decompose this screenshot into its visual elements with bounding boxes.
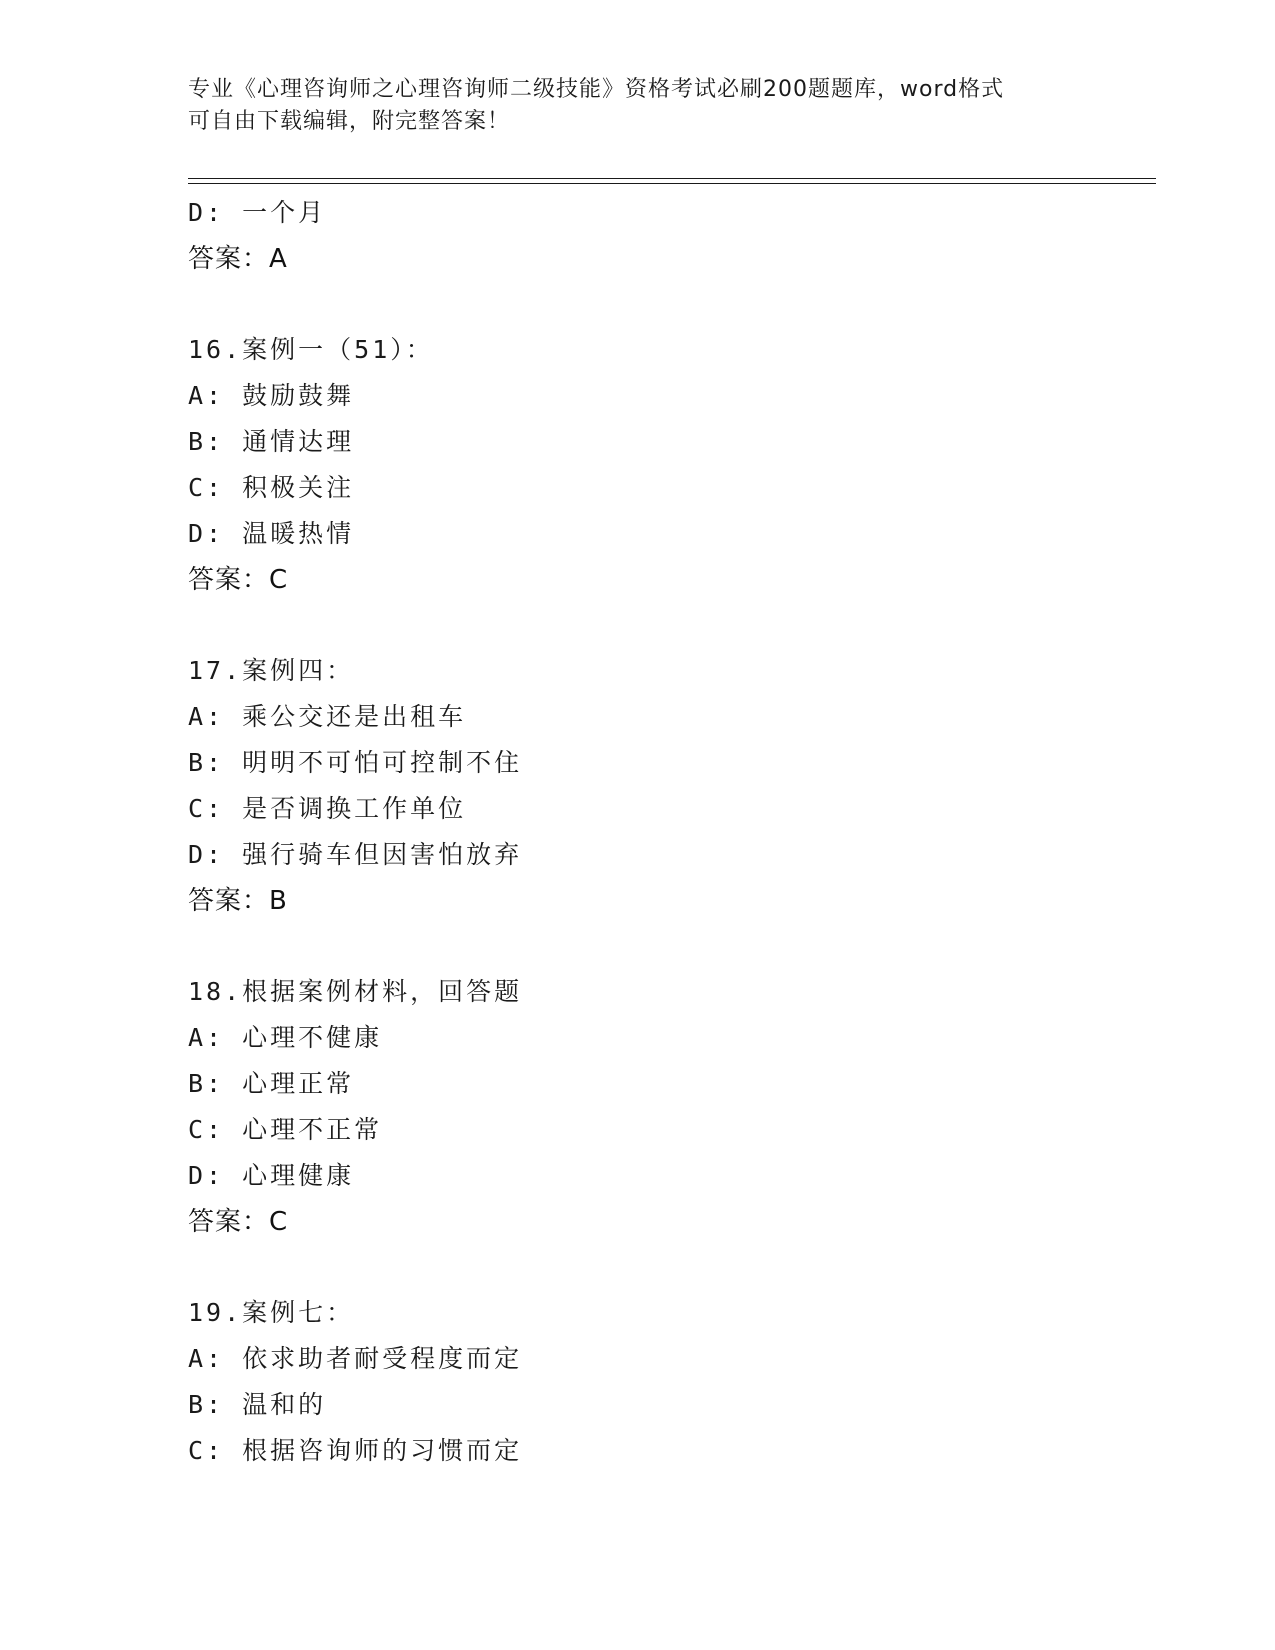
- question-list: [188, 190, 1148, 1474]
- question-title: 17.案例四：: [188, 656, 355, 685]
- option-a: A: 心理不健康: [188, 1023, 383, 1052]
- question-title: 19.案例七：: [188, 1298, 355, 1327]
- option-d: D: 温暖热情: [188, 519, 355, 548]
- header-line-2: 可自由下载编辑，附完整答案！: [188, 109, 511, 134]
- document-header: [188, 74, 1088, 138]
- option-b: B: 温和的: [188, 1390, 327, 1419]
- option-a: A: 鼓励鼓舞: [188, 381, 355, 410]
- header-rule-bottom: [188, 183, 1156, 184]
- question-title: 16.案例一（51）：: [188, 335, 434, 364]
- answer-line: 答案：C: [188, 565, 289, 595]
- question-18: [188, 969, 1148, 1245]
- option-d: D: 一个月: [188, 198, 327, 227]
- carryover-block: [188, 190, 1148, 282]
- header-rule-top: [188, 178, 1156, 179]
- option-b: B: 通情达理: [188, 427, 355, 456]
- option-c: C: 积极关注: [188, 473, 355, 502]
- spacer: [188, 924, 1148, 969]
- spacer: [188, 1245, 1148, 1290]
- option-c: C: 是否调换工作单位: [188, 794, 467, 823]
- answer-line: 答案：A: [188, 244, 288, 274]
- question-title: 18.根据案例材料，回答题: [188, 977, 523, 1006]
- spacer: [188, 282, 1148, 327]
- option-a: A: 依求助者耐受程度而定: [188, 1344, 523, 1373]
- option-d: D: 强行骑车但因害怕放弃: [188, 840, 523, 869]
- question-16: [188, 327, 1148, 603]
- option-b: B: 明明不可怕可控制不住: [188, 748, 523, 777]
- answer-line: 答案：B: [188, 886, 288, 916]
- option-b: B: 心理正常: [188, 1069, 355, 1098]
- option-c: C: 心理不正常: [188, 1115, 383, 1144]
- header-line-1: 专业《心理咨询师之心理咨询师二级技能》资格考试必刷200题题库，word格式: [188, 77, 1005, 102]
- option-a: A: 乘公交还是出租车: [188, 702, 467, 731]
- option-c: C: 根据咨询师的习惯而定: [188, 1436, 523, 1465]
- question-19: [188, 1290, 1148, 1474]
- question-17: [188, 648, 1148, 924]
- spacer: [188, 603, 1148, 648]
- option-d: D: 心理健康: [188, 1161, 355, 1190]
- answer-line: 答案：C: [188, 1207, 289, 1237]
